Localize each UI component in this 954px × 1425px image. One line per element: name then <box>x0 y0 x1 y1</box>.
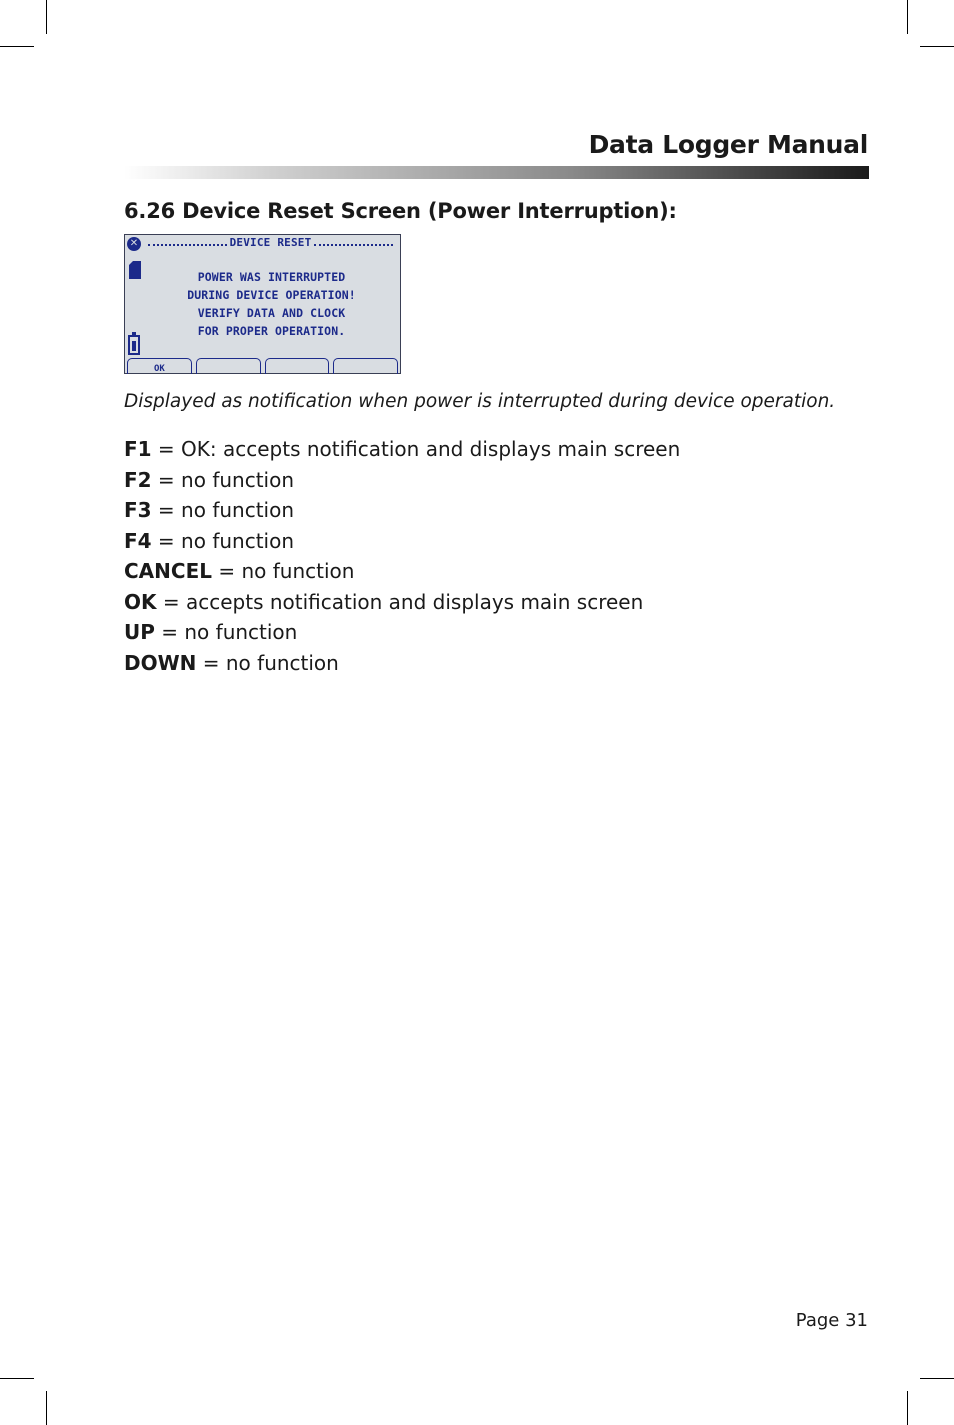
crop-mark <box>0 1378 34 1379</box>
key-description: = no function <box>151 467 295 492</box>
memory-card-icon <box>129 261 141 279</box>
key-row-f2 <box>124 465 680 496</box>
crop-mark <box>907 0 908 34</box>
crop-mark <box>0 46 34 47</box>
lcd-softkey-f2 <box>196 358 261 374</box>
crop-mark <box>46 1391 47 1425</box>
battery-icon <box>128 335 140 355</box>
key-row-f1 <box>124 434 680 465</box>
key-row-down <box>124 648 680 679</box>
lcd-message-line: POWER WAS INTERRUPTED <box>197 270 346 284</box>
crop-mark <box>920 1378 954 1379</box>
key-label: F1 <box>124 437 152 461</box>
lcd-title: DEVICE RESET <box>229 235 312 249</box>
key-description: = accepts notification and displays main screen <box>156 589 644 614</box>
page-number: Page 31 <box>795 1310 868 1331</box>
figure-caption: Displayed as notification when power is interrupted during device operation. <box>124 391 836 412</box>
key-label: UP <box>124 620 155 644</box>
key-description: = no function <box>154 620 298 644</box>
key-label: CANCEL <box>124 559 212 583</box>
crop-mark <box>46 0 47 34</box>
key-label: DOWN <box>124 650 197 675</box>
key-label: F3 <box>124 498 152 522</box>
key-row-up <box>124 617 680 648</box>
lcd-softkeys <box>127 358 398 373</box>
lcd-message-line: DURING DEVICE OPERATION! <box>187 288 356 302</box>
lcd-message-line: FOR PROPER OPERATION. <box>197 324 346 338</box>
crop-mark <box>907 1391 908 1425</box>
lcd-softkey-f1-ok: OK <box>127 358 192 374</box>
key-description: = no function <box>151 528 295 553</box>
key-description: = no function <box>211 559 355 583</box>
key-description: = OK: accepts notification and displays main screen <box>151 437 681 461</box>
section-title: 6.26 Device Reset Screen (Power Interruption): <box>124 199 677 223</box>
key-row-cancel <box>124 556 680 587</box>
lcd-softkey-f3 <box>265 358 330 374</box>
header-gradient-bar <box>124 166 869 179</box>
lcd-screenshot <box>124 234 401 374</box>
key-label: F2 <box>124 467 152 492</box>
close-icon: ✕ <box>127 237 141 251</box>
lcd-softkey-f4 <box>333 358 398 374</box>
lcd-message <box>147 268 396 340</box>
lcd-title-dots <box>314 238 393 246</box>
lcd-message-line: VERIFY DATA AND CLOCK <box>197 306 346 320</box>
key-description: = no function <box>151 498 295 522</box>
key-description: = no function <box>196 650 339 675</box>
key-row-f3 <box>124 495 680 526</box>
lcd-title-row <box>145 236 396 248</box>
key-label: OK <box>124 589 157 614</box>
header-title: Data Logger Manual <box>588 130 868 159</box>
key-function-list <box>124 434 680 678</box>
key-row-ok <box>124 587 680 618</box>
lcd-title-dots <box>148 238 227 246</box>
key-label: F4 <box>124 528 152 553</box>
crop-mark <box>920 46 954 47</box>
key-row-f4 <box>124 526 680 557</box>
